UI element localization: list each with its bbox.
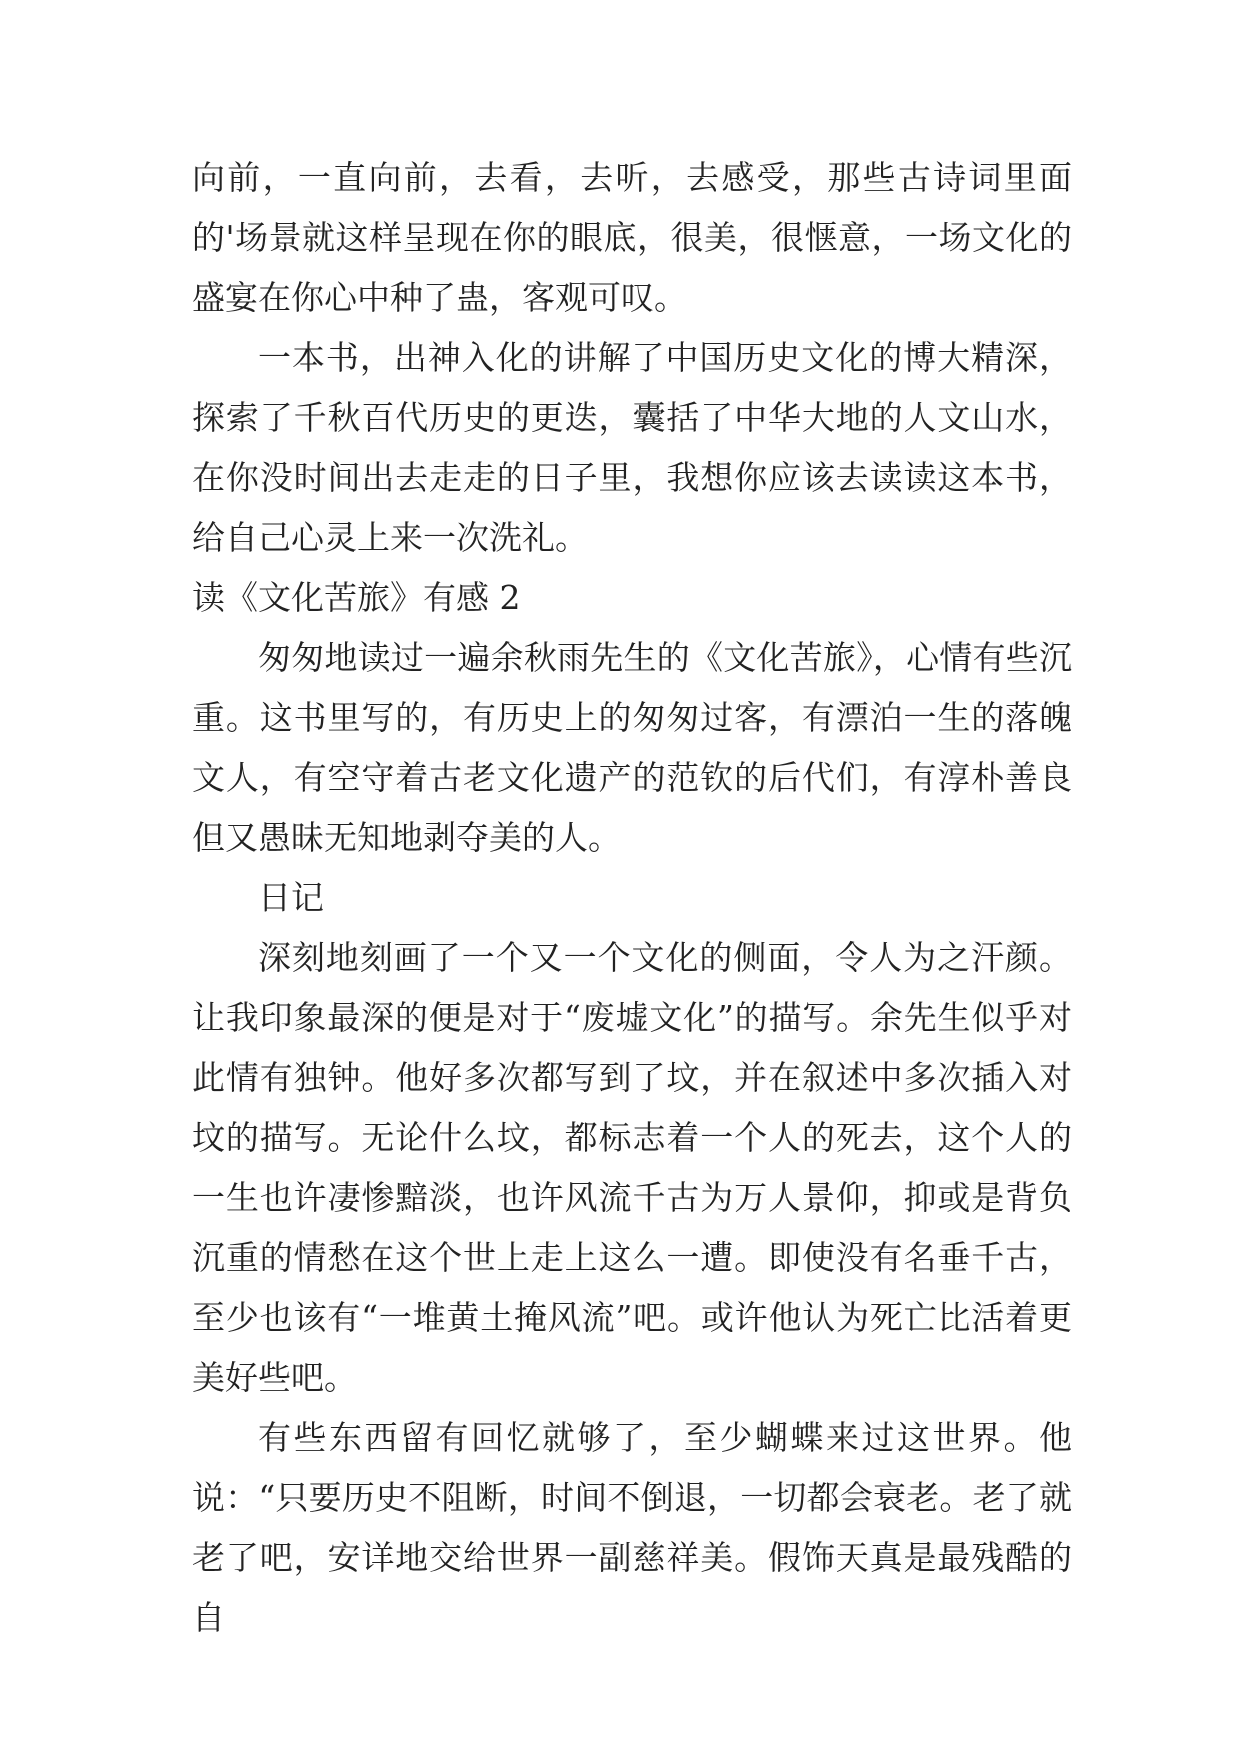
- paragraph-3: 匆匆地读过一遍余秋雨先生的《文化苦旅》，心情有些沉重。这书里写的，有历史上的匆匆过客，有漂泊一生的落魄文人，有空守着古老文化遗产的范钦的后代们，有淳朴善良但又愚昧无知地剥夺美的人。: [192, 638, 1072, 857]
- paragraph-6: 有些东西留有回忆就够了，至少蝴蝶来过这世界。他说：“只要历史不阻断，时间不倒退，一切都会衰老。老了就老了吧，安详地交给世界一副慈祥美。假饰天真是最残酷的自: [192, 1418, 1072, 1637]
- section-heading: 读《文化苦旅》有感 2: [192, 578, 521, 617]
- document-body: [192, 148, 1072, 1648]
- paragraph-2: 一本书，出神入化的讲解了中国历史文化的博大精深，探索了千秋百代历史的更迭，囊括了中华大地的人文山水，在你没时间出去走走的日子里，我想你应该去读读这本书，给自己心灵上来一次洗礼。: [192, 338, 1072, 557]
- paragraph-1: 向前，一直向前，去看，去听，去感受，那些古诗词里面的'场景就这样呈现在你的眼底，很美，很惬意，一场文化的盛宴在你心中种了蛊，客观可叹。: [192, 158, 1072, 317]
- paragraph-5: 深刻地刻画了一个又一个文化的侧面，令人为之汗颜。让我印象最深的便是对于“废墟文化”的描写。余先生似乎对此情有独钟。他好多次都写到了坟，并在叙述中多次插入对坟的描写。无论什么坟，都标志着一个人的死去，这个人的一生也许凄惨黯淡，也许风流千古为万人景仰，抑或是背负沉重的情愁在这个世上走上这么一遭。即使没有名垂千古，至少也该有“一堆黄土掩风流”吧。或许他认为死亡比活着更美好些吧。: [192, 938, 1072, 1397]
- paragraph-4: 日记: [258, 878, 324, 917]
